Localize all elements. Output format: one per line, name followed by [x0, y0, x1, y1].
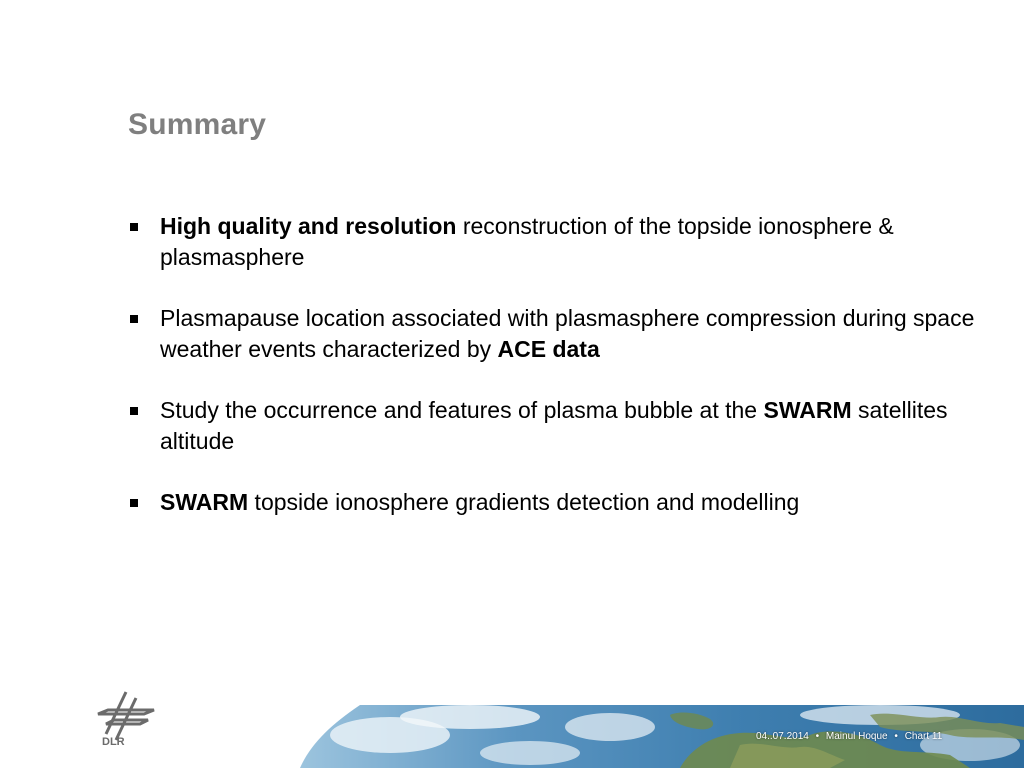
square-bullet-icon [130, 223, 138, 231]
bullet-text: Study the occurrence and features of plasma bubble at the [160, 397, 764, 423]
footer-date: 04..07.2014 [756, 731, 809, 742]
square-bullet-icon [130, 499, 138, 507]
slide-title: Summary [128, 108, 267, 141]
bullet-text-bold: SWARM [160, 489, 249, 515]
square-bullet-icon [130, 315, 138, 323]
bullet-list [128, 211, 998, 548]
bullet-item [128, 211, 998, 273]
footer-separator: • [894, 731, 898, 742]
dlr-logo-icon [92, 690, 158, 748]
bullet-text: satellites altitude [160, 397, 948, 454]
bullet-item [128, 303, 998, 365]
footer-info [754, 731, 944, 742]
footer-chart-number: Chart 11 [904, 731, 943, 742]
footer-author: Mainul Hoque [825, 731, 888, 742]
dlr-logo-text: DLR [102, 736, 125, 748]
footer-separator: • [815, 731, 820, 742]
bullet-text-bold: ACE data [497, 336, 600, 362]
bullet-item [128, 395, 998, 457]
bullet-text-bold: SWARM [763, 397, 852, 423]
bullet-text: Plasmapause location associated with plasmasphere compression during space weather events characterized by [160, 305, 975, 362]
dlr-logo [92, 690, 158, 748]
bullet-text-bold: High quality and resolution [160, 213, 457, 239]
bullet-text: topside ionosphere gradients detection and modelling [248, 489, 800, 515]
square-bullet-icon [130, 407, 138, 415]
bullet-item [128, 487, 998, 518]
bullet-text: reconstruction of the topside ionosphere & plasmasphere [160, 213, 894, 270]
